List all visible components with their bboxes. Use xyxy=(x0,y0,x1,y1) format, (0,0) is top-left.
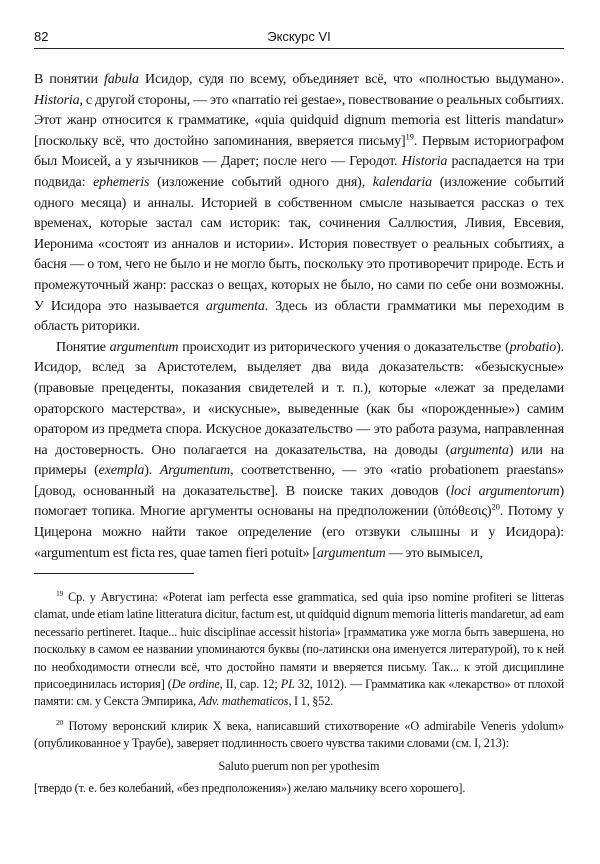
text-run: происходит из риторического учения о доказательстве ( xyxy=(178,339,510,355)
text-run: , I 1, §52. xyxy=(288,694,334,709)
text-run: (изложение событий одного дня), xyxy=(149,174,373,190)
term-italic: argumentum xyxy=(109,339,179,355)
footnote-ref-20[interactable]: 20 xyxy=(491,501,500,512)
text-run: . Здесь из области грамматики мы переходим в область риторики. xyxy=(34,298,564,335)
text-run: — это вымысел, xyxy=(385,545,484,561)
text-run: . Потому у Цицерона можно найти такое определение (его отзвуки слышны и у Исидора): «argumentum est ficta res, quae tamen fieri potuit» [ xyxy=(34,504,564,561)
text-run: Понятие xyxy=(56,339,110,355)
footnote-ref-19[interactable]: 19 xyxy=(405,131,414,142)
citation-italic: De ordine xyxy=(171,677,220,692)
text-run: , соответственно, — это «ratio probationem praestans» [довод, основанный на доказательстве]. В поиске таких доводов ( xyxy=(34,463,564,499)
text-run: Потому веронский клирик X века, написавший стихотворение «O admirabile Veneris ydolum» (опубликованное у Траубе), заверяет подлинность своего чувства такими словами (см. I, 213): xyxy=(34,718,564,751)
text-run: ) или на примеры ( xyxy=(34,442,564,479)
text-run: Ср. у Августина: «Poterat iam perfecta esse grammatica, sed quia ipso nomine profiteri se litteras clamat, unde etiam latine litteratura dicitur, factum est, ut quidquid dignum memoria litteris mandaretur, ad eam necessario pertineret. Itaque... huic disciplinae accessit historia» [грамматика уже могла быть завершена, но поскольку в самом ее названии упоминаются буквы (по-латински она именуется литературой), то к ней по необходимости отнесли всё, что достойно памяти и вверяется письму. Так... к этой дисциплине присоединилась история] ( xyxy=(34,590,564,692)
term-italic: fabula xyxy=(103,72,139,87)
text-run: 32, 1012). — Грамматика как «лекарство» от плохой памяти: см. у Секста Эмпирика, xyxy=(34,677,564,709)
footnote-20 xyxy=(34,718,564,753)
footnote-divider xyxy=(34,573,194,574)
term-italic: ephemeris xyxy=(93,174,150,190)
term-italic: Historia xyxy=(34,92,80,108)
term-italic: kalendaria xyxy=(372,174,432,190)
running-head: Экскурс VI xyxy=(267,29,331,44)
page-number: 82 xyxy=(34,29,49,44)
citation-italic: Adv. mathematicos xyxy=(198,694,289,709)
verse-translation: [твердо (т. е. без колебаний, «без предположения») желаю мальчику всего хорошего]. xyxy=(34,781,466,796)
text-run: . Первым историографом был Моисей, а у язычников — Дарет; после него — Геродот. xyxy=(34,133,564,170)
term-italic: exempla xyxy=(98,463,145,479)
term-italic: argumenta xyxy=(205,298,265,314)
text-run: распадается на три подвида: xyxy=(34,154,564,190)
term-italic: loci argumentorum xyxy=(450,483,560,499)
footnotes xyxy=(34,589,564,797)
text-run: ). xyxy=(144,463,160,479)
paragraph-argumentum xyxy=(34,338,564,565)
main-text xyxy=(34,70,564,564)
term-italic: argumenta xyxy=(450,442,509,458)
term-italic: Argumentum xyxy=(159,463,231,479)
text-run: (изложение событий одного месяца) и анналы. Историей в собственном смысле называется рассказ о тех временах, которые застал сам историк: так, сочинения Саллюстия, Ливия, Евсевия, Иеронима «состоят из анналов и истории». История повествует о реальных событиях, а басня — о том, чего не было и не могло быть, поскольку это противоречит природе. Есть и промежуточный жанр: рассказ о вещах, которых не было, но сами по себе они возможны. У Исидора это называется xyxy=(34,174,564,314)
footnote-marker: 19 xyxy=(56,588,64,598)
text-run: , с другой стороны, — это «narratio rei gestae», повествование о реальных событиях. Этот жанр относится к грамматике, «quia quidquid dignum memoria est litteris mandatur» [поскольку всё, что достойно запоминания, вверяется письму] xyxy=(34,92,564,149)
term-italic: probatio xyxy=(509,339,557,355)
text-run: В понятии xyxy=(34,72,104,87)
footnote-marker: 20 xyxy=(56,717,64,727)
term-italic: Historia xyxy=(401,154,448,170)
footnote-19 xyxy=(34,589,564,711)
page-header xyxy=(34,26,564,49)
text-run: Исидор, судя по всему, объединяет всё, что «полностью выдумано». xyxy=(138,72,564,87)
citation-italic: PL xyxy=(280,677,295,692)
term-italic: argumentum xyxy=(316,545,386,561)
paragraph-fabula-historia xyxy=(34,70,564,338)
text-run: ). Исидор, вслед за Аристотелем, выделяет два вида доказательств: «безыскусные» (правовые прецеденты, показания свидетелей и т. п.), которые «лежат за пределами ораторского мастерства», и «искусные», выведенные (как бы «порожденные») самим оратором из предмета спора. Искусное доказательство — это работа разума, направленная на достоверность. Оно полагается на доказательства, на доводы ( xyxy=(34,339,564,458)
text-run: ) помогает топика. Многие аргументы основаны на предположении (ὑπόθεσις) xyxy=(34,483,564,520)
verse-quote: Saluto puerum non per ypothesim xyxy=(218,758,380,773)
text-run: , II, cap. 12; xyxy=(219,677,281,692)
